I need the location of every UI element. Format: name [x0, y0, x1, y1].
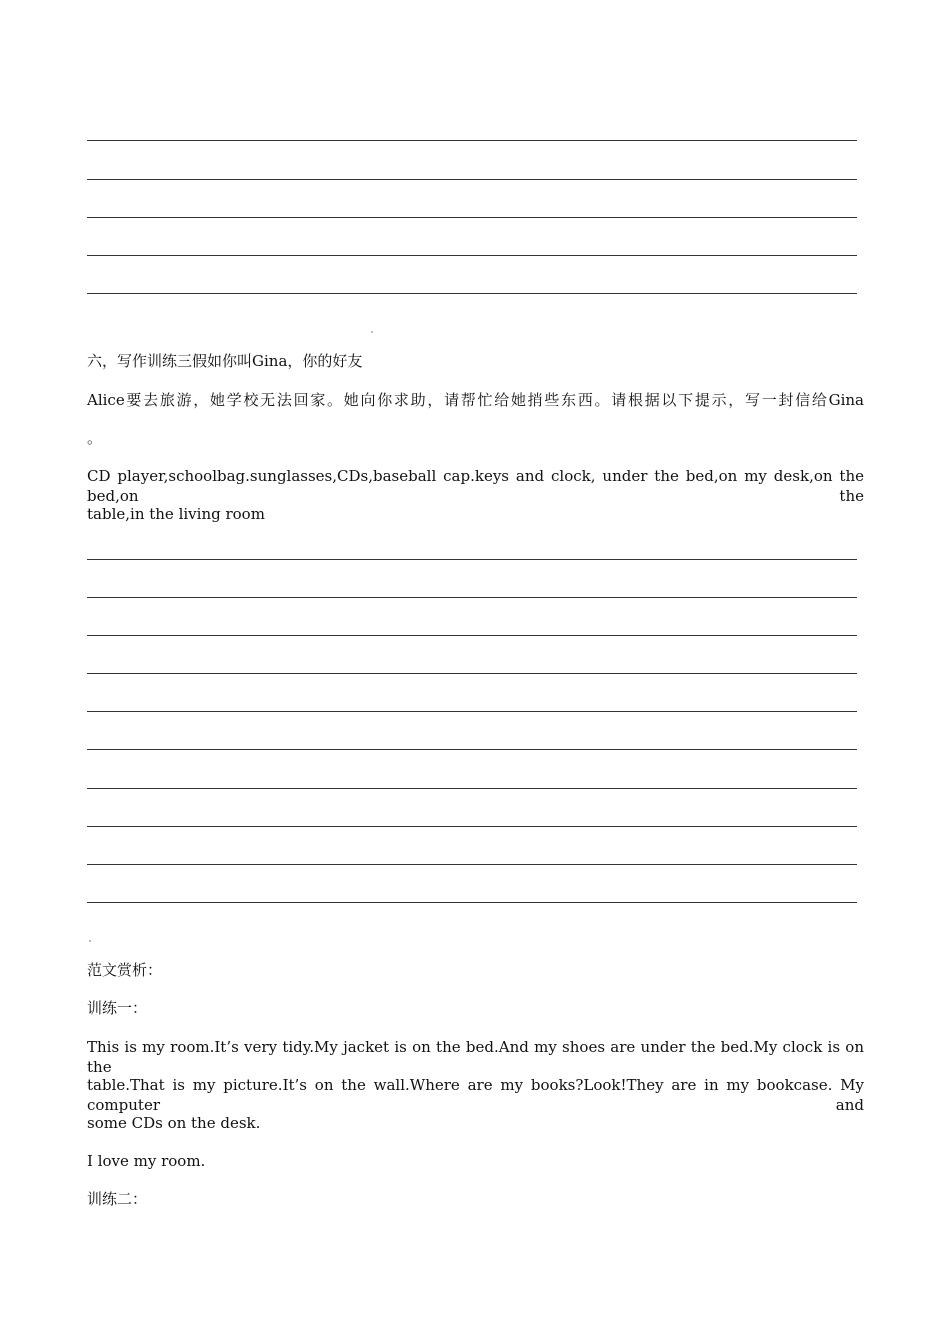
- answer-line: [87, 635, 857, 636]
- model-heading: 范文赏析：: [87, 961, 163, 979]
- answer-line: [87, 711, 857, 712]
- answer-line: [87, 749, 857, 750]
- answer-line: [87, 788, 857, 789]
- answer-line: [87, 597, 857, 598]
- section-6-prompt-end: 。: [87, 429, 103, 447]
- training-1-label: 训练一：: [87, 999, 148, 1017]
- training-1-text: I love my room.: [87, 1152, 206, 1170]
- answer-line: [87, 559, 857, 560]
- section-6-heading: 六，写作训练三假如你叫Gina，你的好友: [87, 352, 363, 370]
- answer-line: [87, 217, 857, 218]
- answer-line: [87, 826, 857, 827]
- training-2-label: 训练二：: [87, 1190, 148, 1208]
- section-6-hints-end: table,in the living room: [87, 505, 265, 523]
- answer-line: [87, 902, 857, 903]
- answer-line: [87, 864, 857, 865]
- answer-line: [87, 255, 857, 256]
- speck: [371, 331, 373, 333]
- answer-line: [87, 140, 857, 141]
- section-6-hints: CD player,schoolbag.sunglasses,CDs,baseball cap.keys and clock, under the bed,on my desk,on the bed,on the: [87, 467, 864, 505]
- training-1-text: some CDs on the desk.: [87, 1114, 261, 1132]
- training-1-text: This is my room.It’s very tidy.My jacket is on the bed.And my shoes are under the bed.My clock is on the: [87, 1038, 864, 1076]
- answer-line: [87, 179, 857, 180]
- answer-line: [87, 293, 857, 294]
- section-6-prompt: Alice要去旅游，她学校无法回家。她向你求助，请帮忙给她捎些东西。请根据以下提示，写一封信给Gina: [87, 391, 864, 409]
- answer-line: [87, 673, 857, 674]
- training-1-text: table.That is my picture.It’s on the wall.Where are my books?Look!They are in my bookcase. My computer and: [87, 1076, 864, 1114]
- speck: [89, 940, 91, 942]
